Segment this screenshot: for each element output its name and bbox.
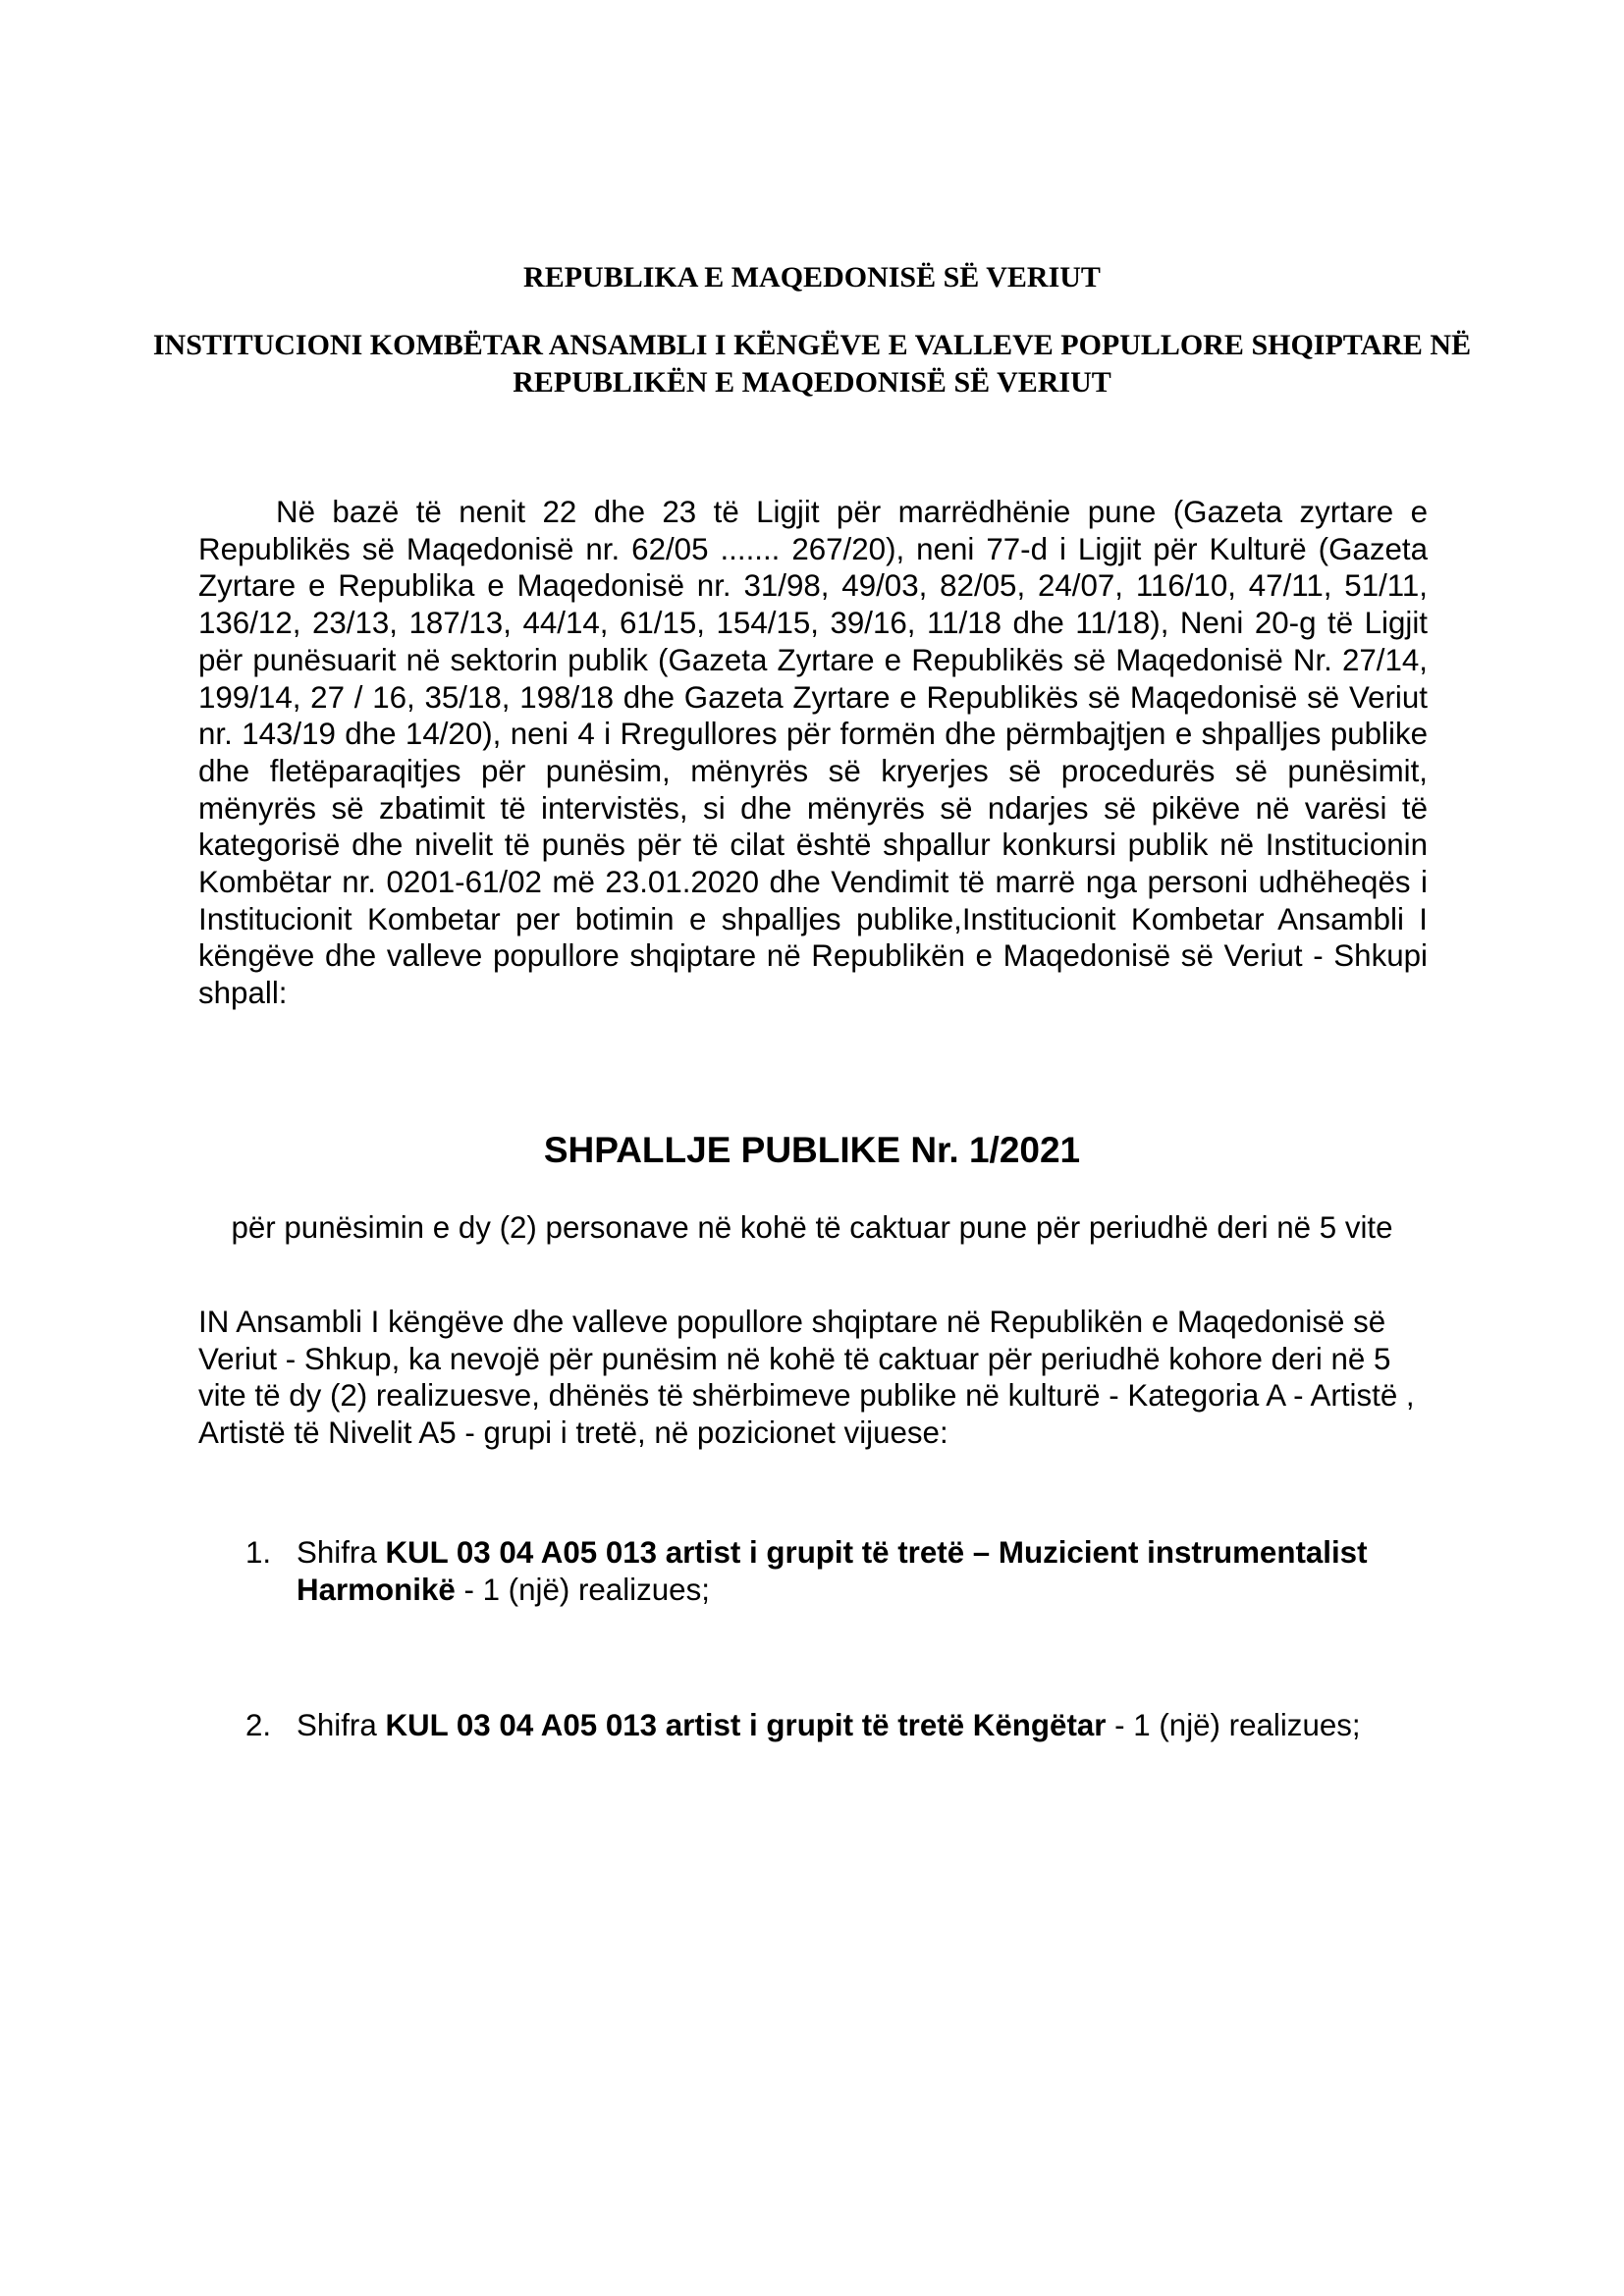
positions-list [198, 1534, 1437, 1744]
legal-basis-paragraph: Në bazë të nenit 22 dhe 23 të Ligjit për marrëdhënie pune (Gazeta zyrtare e Republikës së Maqedonisë nr. 62/05 ....... 267/20), neni 77-d i Ligjit për Kulturë (Gazeta Zyrtare e Republika e Maqedonisë nr. 31/98, 49/03, 82/05, 24/07, 116/10, 47/11, 51/11, 136/12, 23/13, 187/13, 44/14, 61/15, 154/15, 39/16, 11/18 dhe 11/18), Neni 20-g të Ligjit për punësuarit në sektorin publik (Gazeta Zyrtare e Republikës së Maqedonisë Nr. 27/14, 199/14, 27 / 16, 35/18, 198/18 dhe Gazeta Zyrtare e Republikës së Maqedonisë së Veriut nr. 143/19 dhe 14/20), neni 4 i Rregullores për formën dhe përmbajtjen e shpalljes publike dhe fletëparaqitjes për punësim, mënyrës së kryerjes së procedurës së punësimit, mënyrës së zbatimit të intervistës, si dhe mënyrës së ndarjes së pikëve në varësi të kategorisë dhe nivelit të punës për të cilat është shpallur konkursi publik në Institucionin Kombëtar nr. 0201-61/02 më 23.01.2020 dhe Vendimit të marrë nga personi udhëheqës i Institucionit Kombetar per botimin e shpalljes publike,Institucionit Kombetar Ansambli I këngëve dhe valleve popullore shqiptare në Republikën e Maqedonisë së Veriut - Shkupi shpall: [198, 495, 1428, 1011]
announcement-subtitle: për punësimin e dy (2) personave në kohë të caktuar pune për periudhë deri në 5 vite [231, 1210, 1393, 1245]
announcement-title: SHPALLJE PUBLIKE Nr. 1/2021 [543, 1130, 1081, 1170]
list-number: 2. [245, 1708, 272, 1743]
position-suffix: - 1 (një) realizues; [1106, 1708, 1361, 1743]
list-number: 1. [245, 1535, 272, 1570]
position-prefix: Shifra [297, 1708, 386, 1743]
position-prefix: Shifra [297, 1535, 386, 1570]
position-item [198, 1534, 1437, 1608]
position-code: KUL 03 04 A05 013 artist i grupit të tretë – Muzicient instrumentalist Harmonikë [297, 1535, 1368, 1607]
position-code: KUL 03 04 A05 013 artist i grupit të tretë Këngëtar [385, 1708, 1107, 1743]
position-suffix: - 1 (një) realizues; [455, 1572, 710, 1607]
country-heading: REPUBLIKA E MAQEDONISË SË VERIUT [523, 261, 1101, 294]
position-item [198, 1707, 1437, 1744]
institution-heading: INSTITUCIONI KOMBËTAR ANSAMBLI I KËNGËVE E VALLEVE POPULLORE SHQIPTARE NË REPUBLIKËN E MAQEDONISË SË VERIUT [152, 329, 1472, 399]
announcement-body: IN Ansambli I këngëve dhe valleve popullore shqiptare në Republikën e Maqedonisë së Veriut - Shkup, ka nevojë për punësim në kohë të caktuar për periudhë kohore deri në 5 vite të dy (2) realizuesve, dhënës të shërbimeve publike në kulturë - Kategoria A - Artistë , Artistë të Nivelit A5 - grupi i tretë, në pozicionet vijuese: [198, 1305, 1415, 1451]
